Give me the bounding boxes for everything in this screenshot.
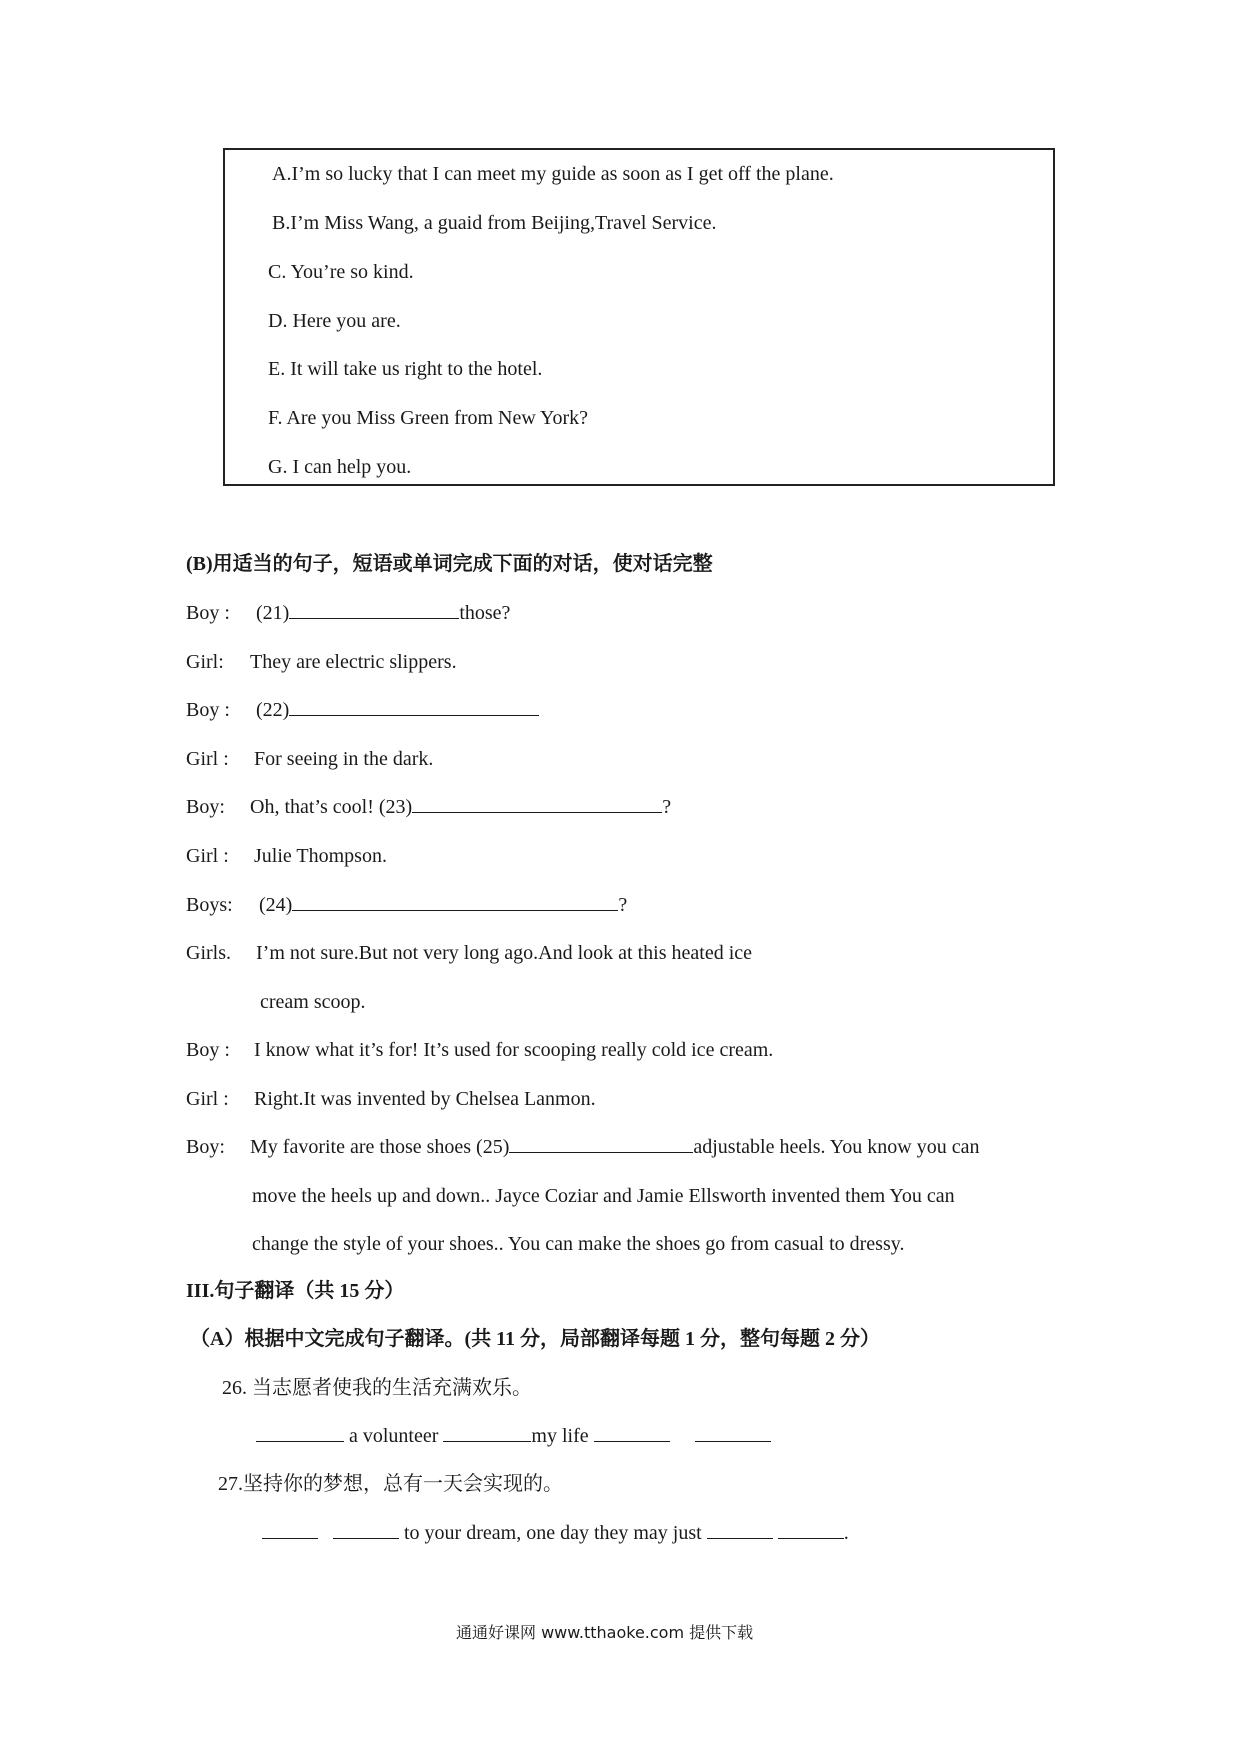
dialogue-line-22 [256, 698, 539, 722]
line-text: a volunteer [349, 1425, 439, 1447]
speaker-label: Girl : [186, 748, 229, 770]
blank-number: (21) [256, 602, 290, 624]
line-continuation: move the heels up and down.. Jayce Coziar and Jamie Ellsworth invented them You can [252, 1185, 955, 1207]
line-continuation: cream scoop. [260, 991, 366, 1013]
line-text: my life [531, 1425, 589, 1447]
option-d: D. Here you are. [268, 310, 401, 332]
line-text: I know what it’s for! It’s used for scooping really cold ice cream. [254, 1039, 774, 1061]
answer-blank-22[interactable] [289, 699, 539, 716]
speaker-label: Girl : [186, 1088, 229, 1110]
page-footer: 通通好课网 www.tthaoke.com 提供下载 [456, 1623, 754, 1642]
answer-blank-26d[interactable] [695, 1425, 771, 1442]
speaker-label: Boy: [186, 796, 225, 818]
part-iii-heading: III.句子翻译（共 15 分） [186, 1280, 405, 1302]
blank-number: (24) [259, 894, 293, 916]
option-f: F. Are you Miss Green from New York? [268, 407, 589, 429]
answer-blank-26b[interactable] [443, 1425, 531, 1442]
question-26-prompt: 26. 当志愿者使我的生活充满欢乐。 [222, 1377, 532, 1399]
answer-blank-24[interactable] [292, 894, 618, 911]
answer-blank-27a[interactable] [262, 1522, 318, 1539]
part-b-heading: (B)用适当的句子，短语或单词完成下面的对话，使对话完整 [186, 553, 713, 575]
option-g: G. I can help you. [268, 456, 412, 478]
line-text: those? [459, 602, 511, 624]
answer-blank-23[interactable] [412, 796, 662, 813]
line-text: Oh, that’s cool! (23) [250, 796, 413, 818]
answer-blank-21[interactable] [289, 602, 459, 619]
speaker-label: Boys: [186, 894, 233, 916]
line-text: Right.It was invented by Chelsea Lanmon. [254, 1088, 596, 1110]
line-text: . [843, 1522, 849, 1544]
speaker-label: Boy: [186, 1136, 225, 1158]
question-27-prompt: 27.坚持你的梦想，总有一天会实现的。 [218, 1473, 563, 1495]
line-text: For seeing in the dark. [254, 748, 434, 770]
blank-number: (22) [256, 699, 290, 721]
speaker-label: Girl: [186, 651, 224, 673]
line-text: They are electric slippers. [250, 651, 457, 673]
option-e: E. It will take us right to the hotel. [268, 358, 543, 380]
speaker-label: Boy : [186, 1039, 230, 1061]
answer-blank-26a[interactable] [256, 1425, 344, 1442]
answer-blank-27b[interactable] [333, 1522, 399, 1539]
option-a: A.I’m so lucky that I can meet my guide as soon as I get off the plane. [272, 163, 834, 185]
dialogue-line-23 [250, 795, 671, 819]
line-text: My favorite are those shoes (25) [250, 1136, 510, 1158]
dialogue-line-24 [259, 893, 627, 917]
line-text: adjustable heels. You know you can [693, 1136, 980, 1158]
line-continuation: change the style of your shoes.. You can make the shoes go from casual to dressy. [252, 1233, 905, 1255]
speaker-label: Boy : [186, 602, 230, 624]
answer-blank-26c[interactable] [594, 1425, 670, 1442]
dialogue-line-21 [256, 601, 510, 625]
option-b: B.I’m Miss Wang, a guaid from Beijing,Travel Service. [272, 212, 717, 234]
question-27-answer-line [262, 1521, 849, 1545]
line-text: to your dream, one day they may just [404, 1522, 702, 1544]
line-text: ? [618, 894, 628, 916]
speaker-label: Girl : [186, 845, 229, 867]
line-text: I’m not sure.But not very long ago.And look at this heated ice [256, 942, 753, 964]
dialogue-line-25 [250, 1135, 979, 1159]
line-text: ? [662, 796, 672, 818]
option-c: C. You’re so kind. [268, 261, 414, 283]
answer-blank-27d[interactable] [778, 1522, 844, 1539]
line-text: Julie Thompson. [254, 845, 387, 867]
speaker-label: Girls. [186, 942, 231, 964]
answer-blank-27c[interactable] [707, 1522, 773, 1539]
answer-blank-25[interactable] [509, 1136, 693, 1153]
part-iii-sub-heading: （A）根据中文完成句子翻译。(共 11 分，局部翻译每题 1 分，整句每题 2 分） [190, 1328, 880, 1350]
question-26-answer-line [256, 1424, 771, 1448]
speaker-label: Boy : [186, 699, 230, 721]
